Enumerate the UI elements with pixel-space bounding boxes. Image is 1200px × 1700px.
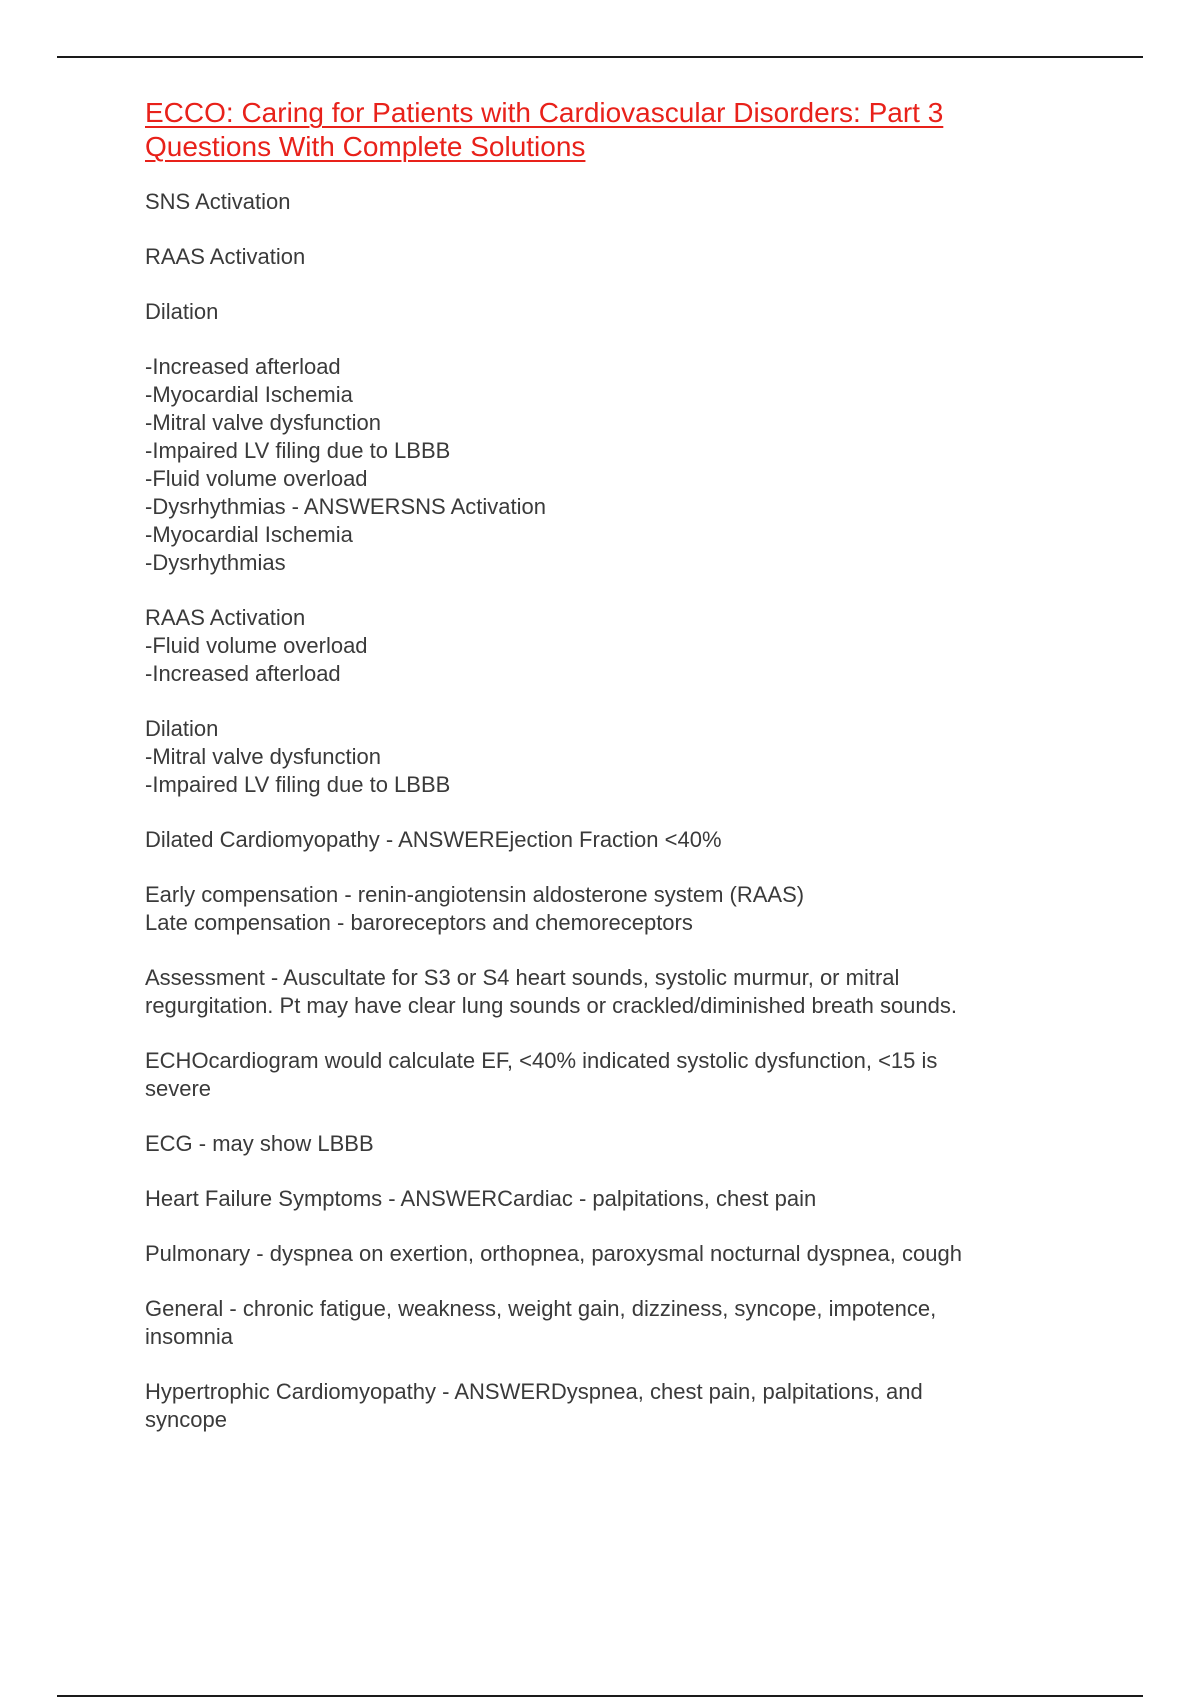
text-block — [145, 188, 1065, 216]
text-line: Dilation — [145, 716, 219, 741]
text-line: -Impaired LV filing due to LBBB — [145, 772, 451, 797]
text-line: Dilated Cardiomyopathy - ANSWEREjection Fraction <40% — [145, 827, 722, 852]
text-line: syncope — [145, 1407, 227, 1432]
text-line: -Dysrhythmias - ANSWERSNS Activation — [145, 494, 546, 519]
title-line-1: ECCO: Caring for Patients with Cardiovascular Disorders: Part 3 — [145, 97, 944, 128]
text-line: -Impaired LV filing due to LBBB — [145, 438, 451, 463]
text-block — [145, 298, 1065, 326]
text-line: -Mitral valve dysfunction — [145, 410, 381, 435]
text-block — [145, 1295, 1065, 1351]
text-line: ECHOcardiogram would calculate EF, <40% indicated systolic dysfunction, <15 is — [145, 1048, 938, 1073]
text-line: Pulmonary - dyspnea on exertion, orthopnea, paroxysmal nocturnal dyspnea, cough — [145, 1241, 962, 1266]
text-block — [145, 243, 1065, 271]
text-line: -Increased afterload — [145, 354, 341, 379]
text-line: RAAS Activation — [145, 244, 306, 269]
text-block — [145, 1240, 1065, 1268]
text-line: -Increased afterload — [145, 661, 341, 686]
text-line: RAAS Activation — [145, 605, 306, 630]
title-line-2: Questions With Complete Solutions — [145, 131, 586, 162]
footer-rule — [57, 1695, 1143, 1697]
text-block — [145, 1047, 1065, 1103]
text-block — [145, 881, 1065, 937]
text-block — [145, 353, 1065, 577]
text-line: -Dysrhythmias — [145, 550, 286, 575]
text-line: -Fluid volume overload — [145, 466, 368, 491]
document-body — [145, 96, 1065, 1461]
text-line: severe — [145, 1076, 212, 1101]
text-line: -Mitral valve dysfunction — [145, 744, 381, 769]
text-line: General - chronic fatigue, weakness, weight gain, dizziness, syncope, impotence, — [145, 1296, 937, 1321]
text-line: -Myocardial Ischemia — [145, 382, 353, 407]
document-title — [145, 96, 1065, 164]
text-line: SNS Activation — [145, 189, 291, 214]
text-line: regurgitation. Pt may have clear lung sounds or crackled/diminished breath sounds. — [145, 993, 958, 1018]
qa-blocks — [145, 188, 1065, 1434]
text-line: -Fluid volume overload — [145, 633, 368, 658]
text-block — [145, 964, 1065, 1020]
text-line: Hypertrophic Cardiomyopathy - ANSWERDyspnea, chest pain, palpitations, and — [145, 1379, 923, 1404]
header-rule — [57, 56, 1143, 58]
text-block — [145, 604, 1065, 688]
text-block — [145, 1185, 1065, 1213]
text-line: insomnia — [145, 1324, 234, 1349]
text-line: Heart Failure Symptoms - ANSWERCardiac - palpitations, chest pain — [145, 1186, 817, 1211]
text-line: -Myocardial Ischemia — [145, 522, 353, 547]
text-line: Early compensation - renin-angiotensin aldosterone system (RAAS) — [145, 882, 805, 907]
text-line: Late compensation - baroreceptors and chemoreceptors — [145, 910, 693, 935]
text-block — [145, 1378, 1065, 1434]
text-block — [145, 826, 1065, 854]
text-line: Assessment - Auscultate for S3 or S4 heart sounds, systolic murmur, or mitral — [145, 965, 900, 990]
text-block — [145, 1130, 1065, 1158]
text-block — [145, 715, 1065, 799]
text-line: ECG - may show LBBB — [145, 1131, 374, 1156]
text-line: Dilation — [145, 299, 219, 324]
